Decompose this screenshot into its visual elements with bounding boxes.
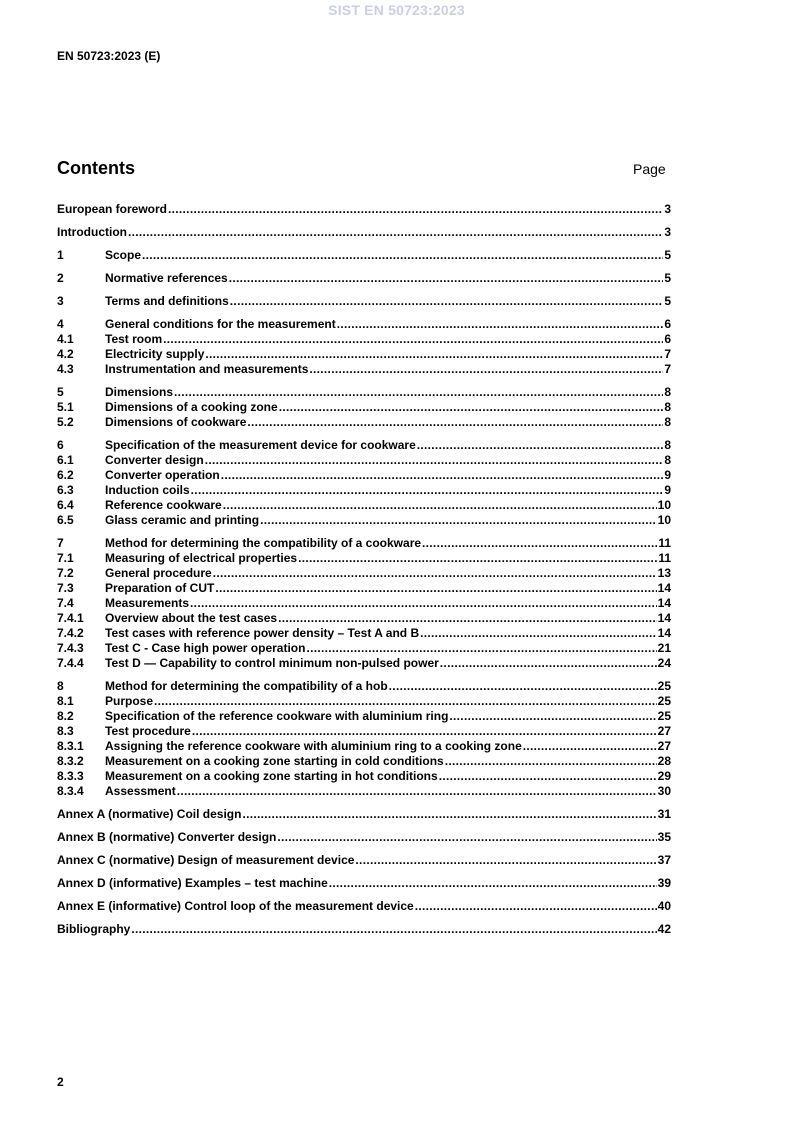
toc-entry-page: 14 [657, 626, 671, 640]
toc-entry-number: 8 [57, 679, 64, 693]
toc-entry-title: Dimensions [105, 385, 174, 399]
toc-dot-leader [389, 679, 657, 694]
toc-dot-leader [131, 922, 656, 937]
toc-dot-leader [278, 611, 657, 626]
toc-entry-page: 6 [664, 317, 671, 331]
toc-entry-title: Dimensions of a cooking zone [105, 400, 278, 414]
toc-entry[interactable] [57, 876, 671, 891]
toc-dot-leader [223, 498, 657, 513]
toc-entry-title: Method for determining the compatibility of a hob [105, 679, 388, 693]
toc-entry[interactable] [57, 694, 671, 709]
toc-entry-page: 42 [657, 922, 671, 936]
toc-dot-leader [422, 536, 657, 551]
toc-entry[interactable] [57, 566, 671, 581]
toc-entry[interactable] [57, 899, 671, 914]
toc-entry-page: 5 [664, 294, 671, 308]
toc-dot-leader [174, 385, 663, 400]
toc-entry-number: 6 [57, 438, 64, 452]
toc-entry-number: 7 [57, 536, 64, 550]
toc-entry-page: 25 [657, 679, 671, 693]
toc-entry-page: 5 [664, 248, 671, 262]
toc-entry-page: 5 [664, 271, 671, 285]
toc-entry-number: 8.3.2 [57, 754, 84, 768]
toc-entry-title: Annex B (normative) Converter design [57, 830, 277, 844]
toc-entry-number: 5.1 [57, 400, 74, 414]
toc-entry[interactable] [57, 754, 671, 769]
toc-entry-number: 8.3.1 [57, 739, 84, 753]
toc-dot-leader [154, 694, 657, 709]
toc-entry-title: Scope [105, 248, 142, 262]
document-id: EN 50723:2023 (E) [57, 49, 161, 63]
toc-entry-number: 7.4.3 [57, 641, 84, 655]
toc-entry-title: European foreword [57, 202, 168, 216]
toc-entry[interactable] [57, 551, 671, 566]
toc-entry-page: 29 [657, 769, 671, 783]
toc-entry-page: 14 [657, 581, 671, 595]
toc-dot-leader [128, 225, 663, 240]
toc-entry-title: Assigning the reference cookware with aluminium ring to a cooking zone [105, 739, 522, 753]
toc-entry-title: Annex E (informative) Control loop of the measurement device [57, 899, 414, 913]
toc-entry[interactable] [57, 922, 671, 937]
toc-entry-title: Introduction [57, 225, 127, 239]
toc-entry-title: Assessment [105, 784, 176, 798]
toc-dot-leader [192, 724, 657, 739]
toc-entry-page: 10 [657, 513, 671, 527]
toc-entry[interactable] [57, 626, 671, 641]
toc-entry-page: 9 [664, 483, 671, 497]
toc-entry-page: 10 [657, 498, 671, 512]
toc-entry-number: 7.4.1 [57, 611, 84, 625]
toc-entry[interactable] [57, 739, 671, 754]
toc-entry-page: 7 [664, 362, 671, 376]
toc-dot-leader [142, 248, 663, 263]
toc-dot-leader [445, 754, 657, 769]
toc-entry[interactable] [57, 317, 671, 332]
toc-entry[interactable] [57, 271, 671, 286]
toc-entry-number: 6.5 [57, 513, 74, 527]
toc-entry-title: Test cases with reference power density – Test A and B [105, 626, 420, 640]
toc-entry-title: Measuring of electrical properties [105, 551, 298, 565]
toc-dot-leader [337, 317, 664, 332]
toc-entry-title: Glass ceramic and printing [105, 513, 260, 527]
toc-entry-title: Specification of the measurement device for cookware [105, 438, 416, 452]
toc-dot-leader [417, 438, 664, 453]
toc-entry-number: 6.4 [57, 498, 74, 512]
toc-entry-number: 7.3 [57, 581, 74, 595]
toc-entry-title: Converter design [105, 453, 204, 467]
toc-entry-title: Instrumentation and measurements [105, 362, 309, 376]
toc-entry-number: 4.2 [57, 347, 74, 361]
toc-entry-title: Preparation of CUT [105, 581, 215, 595]
toc-dot-leader [213, 566, 657, 581]
toc-entry[interactable] [57, 400, 671, 415]
toc-entry[interactable] [57, 513, 671, 528]
toc-dot-leader [440, 656, 657, 671]
toc-dot-leader [415, 899, 657, 914]
toc-entry-title: Annex A (normative) Coil design [57, 807, 242, 821]
toc-dot-leader [190, 596, 657, 611]
toc-entry[interactable] [57, 656, 671, 671]
toc-dot-leader [221, 468, 664, 483]
toc-dot-leader [205, 453, 664, 468]
toc-dot-leader [177, 784, 657, 799]
toc-entry-number: 2 [57, 271, 64, 285]
toc-entry-title: Annex C (normative) Design of measurement device [57, 853, 355, 867]
toc-entry-number: 4.3 [57, 362, 74, 376]
toc-entry-page: 14 [657, 596, 671, 610]
toc-entry-page: 8 [664, 415, 671, 429]
toc-entry-page: 6 [664, 332, 671, 346]
toc-dot-leader [439, 769, 657, 784]
toc-entry-title: General conditions for the measurement [105, 317, 336, 331]
toc-entry-title: Overview about the test cases [105, 611, 278, 625]
toc-dot-leader [242, 807, 656, 822]
page-column-label: Page [633, 161, 666, 177]
toc-entry-page: 14 [657, 611, 671, 625]
toc-dot-leader [279, 400, 664, 415]
toc-entry-number: 6.2 [57, 468, 74, 482]
toc-entry-number: 7.4.4 [57, 656, 84, 670]
toc-entry-title: Test room [105, 332, 163, 346]
toc-entry-title: Bibliography [57, 922, 131, 936]
toc-dot-leader [191, 483, 664, 498]
toc-entry-number: 4 [57, 317, 64, 331]
toc-entry[interactable] [57, 385, 671, 400]
contents-title: Contents [57, 158, 135, 178]
toc-entry[interactable] [57, 498, 671, 513]
toc-dot-leader [355, 853, 656, 868]
toc-entry-page: 31 [657, 807, 671, 821]
toc-entry-page: 27 [657, 724, 671, 738]
toc-entry-number: 6.3 [57, 483, 74, 497]
toc-entry-number: 1 [57, 248, 64, 262]
toc-entry[interactable] [57, 202, 671, 217]
toc-entry-page: 21 [657, 641, 671, 655]
toc-entry-title: Reference cookware [105, 498, 222, 512]
toc-entry[interactable] [57, 294, 671, 309]
toc-entry[interactable] [57, 468, 671, 483]
toc-entry-page: 11 [658, 551, 671, 565]
toc-entry-page: 27 [657, 739, 671, 753]
toc-dot-leader [260, 513, 657, 528]
toc-entry-title: Method for determining the compatibility of a cookware [105, 536, 422, 550]
toc-entry-number: 5.2 [57, 415, 74, 429]
toc-entry-page: 30 [657, 784, 671, 798]
toc-dot-leader [523, 739, 657, 754]
toc-entry[interactable] [57, 536, 671, 551]
toc-dot-leader [309, 362, 663, 377]
toc-entry-page: 39 [657, 876, 671, 890]
toc-entry-title: Annex D (informative) Examples – test machine [57, 876, 328, 890]
toc-entry[interactable] [57, 415, 671, 430]
watermark: SIST EN 50723:2023 [328, 2, 465, 18]
toc-entry-number: 6.1 [57, 453, 74, 467]
toc-entry[interactable] [57, 769, 671, 784]
toc-entry-title: Test D — Capability to control minimum non-pulsed power [105, 656, 439, 670]
toc-dot-leader [298, 551, 657, 566]
toc-entry[interactable] [57, 438, 671, 453]
toc-entry-page: 8 [664, 453, 671, 467]
toc-entry-page: 24 [657, 656, 671, 670]
toc-entry[interactable] [57, 453, 671, 468]
toc-entry-page: 25 [657, 694, 671, 708]
toc-entry-number: 3 [57, 294, 64, 308]
toc-entry-title: Measurement on a cooking zone starting in hot conditions [105, 769, 438, 783]
toc-dot-leader [306, 641, 656, 656]
toc-dot-leader [277, 830, 656, 845]
toc-entry-number: 4.1 [57, 332, 74, 346]
toc-entry-page: 25 [657, 709, 671, 723]
toc-entry-title: Induction coils [105, 483, 190, 497]
toc-entry[interactable] [57, 724, 671, 739]
toc-entry-page: 11 [658, 536, 671, 550]
toc-entry-page: 3 [664, 225, 671, 239]
toc-entry[interactable] [57, 830, 671, 845]
toc-entry[interactable] [57, 679, 671, 694]
toc-entry[interactable] [57, 853, 671, 868]
toc-dot-leader [205, 347, 663, 362]
toc-entry-title: Measurements [105, 596, 190, 610]
toc-entry-number: 8.3.3 [57, 769, 84, 783]
toc-entry-page: 28 [657, 754, 671, 768]
toc-entry[interactable] [57, 347, 671, 362]
toc-entry-number: 8.3.4 [57, 784, 84, 798]
toc-entry-title: Electricity supply [105, 347, 205, 361]
toc-entry-number: 8.1 [57, 694, 74, 708]
toc-dot-leader [247, 415, 663, 430]
toc-dot-leader [420, 626, 657, 641]
toc-entry-page: 8 [664, 385, 671, 399]
toc-entry[interactable] [57, 709, 671, 724]
toc-dot-leader [229, 271, 664, 286]
toc-entry-number: 5 [57, 385, 64, 399]
toc-entry-title: Converter operation [105, 468, 220, 482]
toc-dot-leader [168, 202, 663, 217]
toc-entry-title: Dimensions of cookware [105, 415, 247, 429]
toc-entry-number: 7.4 [57, 596, 74, 610]
toc-dot-leader [163, 332, 663, 347]
toc-entry-title: General procedure [105, 566, 212, 580]
toc-entry-title: Specification of the reference cookware with aluminium ring [105, 709, 449, 723]
toc-entry-page: 37 [657, 853, 671, 867]
toc-entry-title: Purpose [105, 694, 154, 708]
toc-entry[interactable] [57, 807, 671, 822]
toc-entry-page: 8 [664, 438, 671, 452]
toc-entry-page: 7 [664, 347, 671, 361]
toc-entry[interactable] [57, 784, 671, 799]
toc-entry-page: 3 [664, 202, 671, 216]
toc-dot-leader [449, 709, 656, 724]
toc-entry-title: Measurement on a cooking zone starting in cold conditions [105, 754, 444, 768]
toc-entry-page: 9 [664, 468, 671, 482]
toc-entry-page: 35 [657, 830, 671, 844]
toc-entry-page: 8 [664, 400, 671, 414]
toc-dot-leader [329, 876, 657, 891]
toc-entry[interactable] [57, 581, 671, 596]
toc-entry-number: 7.4.2 [57, 626, 84, 640]
toc-entry-number: 7.2 [57, 566, 74, 580]
toc-entry[interactable] [57, 596, 671, 611]
toc-entry-number: 8.3 [57, 724, 74, 738]
toc-entry-title: Normative references [105, 271, 228, 285]
toc-entry-title: Test C - Case high power operation [105, 641, 306, 655]
toc-entry[interactable] [57, 483, 671, 498]
toc-entry-title: Test procedure [105, 724, 191, 738]
toc-entry-number: 7.1 [57, 551, 74, 565]
toc-entry-page: 13 [657, 566, 671, 580]
footer-page-number: 2 [57, 1075, 64, 1089]
toc-entry[interactable] [57, 332, 671, 347]
toc-entry-page: 40 [657, 899, 671, 913]
toc-entry[interactable] [57, 611, 671, 626]
toc-entry[interactable] [57, 248, 671, 263]
toc-entry-number: 8.2 [57, 709, 74, 723]
toc-entry[interactable] [57, 641, 671, 656]
toc-entry[interactable] [57, 225, 671, 240]
table-of-contents [57, 202, 671, 937]
toc-entry[interactable] [57, 362, 671, 377]
toc-dot-leader [215, 581, 656, 596]
toc-entry-title: Terms and definitions [105, 294, 229, 308]
toc-dot-leader [230, 294, 664, 309]
